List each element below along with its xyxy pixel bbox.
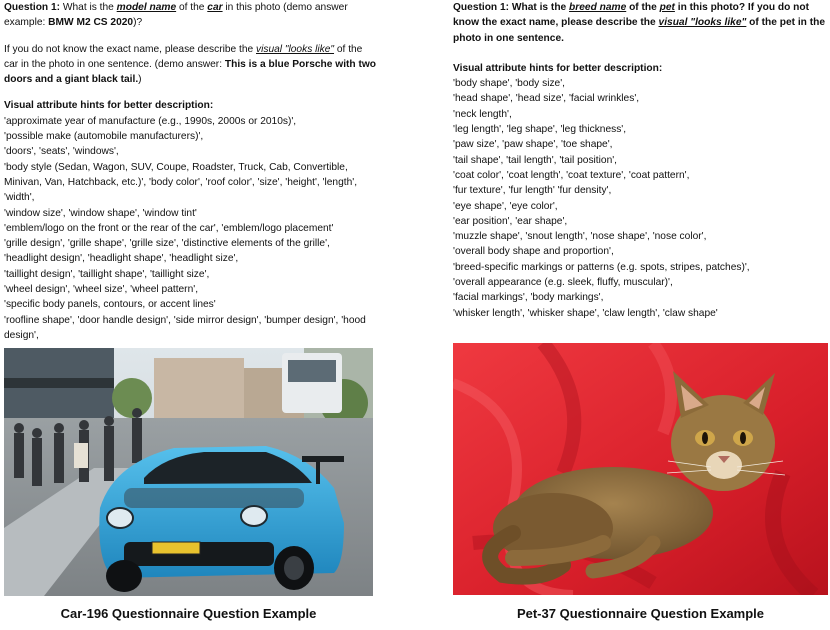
car-q1-demo-answer: BMW M2 CS 2020 (48, 17, 134, 29)
hint-line: 'whisker length', 'whisker shape', 'claw length', 'claw shape' (453, 307, 718, 319)
hint-line: 'fur texture', 'fur length' 'fur density', (453, 185, 612, 197)
porsche-car-photo-icon (4, 348, 373, 596)
hint-line: 'body style (Sedan, Wagon, SUV, Coupe, Roadster, Truck, Cab, Convertible, Minivan, Van, Hatchback, etc.)', 'body color', 'roof color', 'size', 'height', 'length', 'width', (4, 161, 358, 204)
car-question-panel (4, 0, 378, 343)
hint-line: 'muzzle shape', 'snout length', 'nose shape', 'nose color', (453, 231, 707, 243)
hint-line: 'approximate year of manufacture (e.g., 1990s, 2000s or 2010s)', (4, 115, 297, 127)
hint-line: 'window size', 'window shape', 'window tint' (4, 207, 197, 219)
pet-hints-list (453, 76, 825, 321)
hint-line: 'body shape', 'body size', (453, 78, 565, 90)
pet-q1-looks-like-emphasis: visual "looks like" (658, 17, 747, 29)
hint-line: 'coat color', 'coat length', 'coat texture', 'coat pattern', (453, 169, 690, 181)
hint-line: 'headlight design', 'headlight shape', 'headlight size', (4, 253, 239, 265)
car-hints-list (4, 114, 378, 343)
hint-line: 'taillight design', 'taillight shape', 'taillight size', (4, 268, 210, 280)
hint-line: 'emblem/logo on the front or the rear of the car', 'emblem/logo placement' (4, 222, 334, 234)
pet-question-1: Question 1: What is the breed name of the pet in this photo? If you do not know the exact name, please describe the visual "looks like" of the pet in the photo in one sentence. (453, 2, 826, 44)
car-hints-title: Visual attribute hints for better description: (4, 100, 214, 112)
pet-q1-breed-name-emphasis: breed name (569, 2, 627, 13)
pet-question-panel (453, 0, 825, 321)
hint-line: 'leg length', 'leg shape', 'leg thickness', (453, 124, 627, 136)
car-q1-label: Question 1: (4, 2, 61, 13)
car-caption: Car-196 Questionnaire Question Example (60, 606, 317, 621)
car-q2-demo-answer: This is a blue Porsche with two doors and a giant black tail. (4, 58, 377, 86)
hint-line: 'possible make (automobile manufacturers)', (4, 131, 204, 143)
cat-photo (453, 343, 828, 595)
car-q1-car-emphasis: car (207, 2, 223, 13)
hint-line: 'tail shape', 'tail length', 'tail position', (453, 154, 618, 166)
car-shape (99, 446, 344, 592)
car-question-1: Question 1: What is the model name of the car in this photo (demo answer example: BMW M2 CS 2020)? (4, 2, 348, 29)
abyssinian-cat-photo-icon (453, 343, 828, 595)
hint-line: 'overall appearance (e.g. sleek, fluffy, muscular)', (453, 277, 673, 289)
hint-line: 'head shape', 'head size', 'facial wrinkles', (453, 93, 640, 105)
hint-line: 'ear position', 'ear shape', (453, 215, 568, 227)
car-q1-model-name-emphasis: model name (116, 2, 177, 13)
hint-line: 'specific body panels, contours, or accent lines' (4, 299, 216, 311)
pet-hints-title: Visual attribute hints for better description: (453, 62, 663, 74)
car-question-fallback: If you do not know the exact name, please describe the visual "looks like" of the car in the photo in one sentence. (demo answer: This is a blue Porsche with two doors and a giant black tail.) (4, 43, 377, 86)
car-photo (4, 348, 373, 596)
hint-line: 'neck length', (453, 108, 512, 120)
pet-caption: Pet-37 Questionnaire Question Example (516, 606, 765, 621)
pet-q1-label: Question 1: (453, 2, 510, 13)
hint-line: 'paw size', 'paw shape', 'toe shape', (453, 139, 613, 151)
hint-line: 'facial markings', 'body markings', (453, 292, 604, 304)
hint-line: 'grille design', 'grille shape', 'grille size', 'distinctive elements of the grille', (4, 238, 330, 250)
hint-line: 'eye shape', 'eye color', (453, 200, 558, 212)
hint-line: 'wheel design', 'wheel size', 'wheel pattern', (4, 284, 199, 296)
hint-line: 'doors', 'seats', 'windows', (4, 146, 119, 158)
hint-line: 'roofline shape', 'door handle design', 'side mirror design', 'bumper design', 'hood design', (4, 314, 366, 341)
car-q2-looks-like-emphasis: visual "looks like" (256, 43, 335, 55)
pet-q1-pet-emphasis: pet (659, 2, 675, 13)
hint-line: 'overall body shape and proportion', (453, 246, 614, 258)
hint-line: 'breed-specific markings or patterns (e.g. spots, stripes, patches)', (453, 261, 750, 273)
